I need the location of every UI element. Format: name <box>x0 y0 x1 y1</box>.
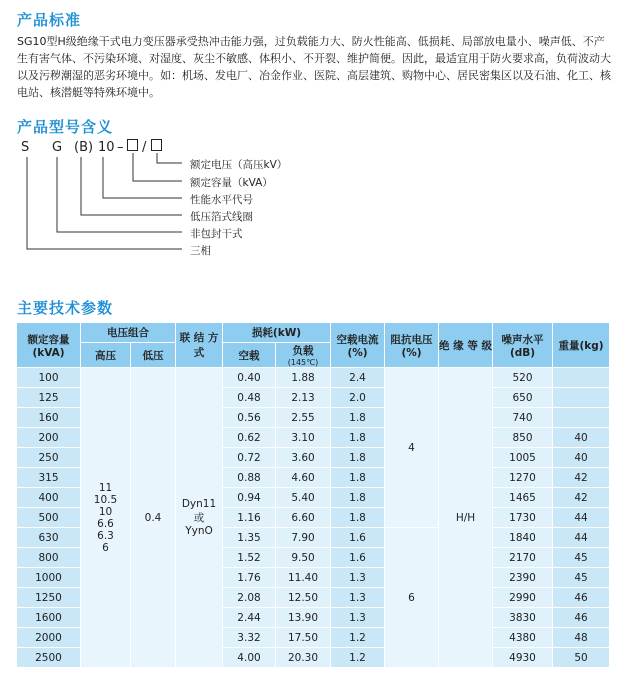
cell-noload-current: 2.4 <box>331 368 385 388</box>
code-b: (B) <box>74 140 94 155</box>
cell-noise: 4380 <box>493 628 553 648</box>
label-foil-coil: 低压箔式线圈 <box>190 211 253 223</box>
cell-weight: 45 <box>553 568 610 588</box>
code-g: G <box>52 140 63 155</box>
cell-noload-current: 1.2 <box>331 628 385 648</box>
hv-value: 11 <box>98 481 113 494</box>
cell-noload-loss: 0.88 <box>223 468 276 488</box>
cell-load-loss: 2.55 <box>276 408 331 428</box>
cell-noload-loss: 2.44 <box>223 608 276 628</box>
cell-noload-loss: 0.94 <box>223 488 276 508</box>
label-non-encapsulated: 非包封干式 <box>190 228 243 240</box>
cell-load-loss: 9.50 <box>276 548 331 568</box>
cell-noload-current: 1.6 <box>331 528 385 548</box>
cell-load-loss: 7.90 <box>276 528 331 548</box>
cell-weight: 46 <box>553 608 610 628</box>
cell-weight: 40 <box>553 428 610 448</box>
header-lv: 低压 <box>131 343 176 368</box>
label-rated-capacity: 额定容量（kVA） <box>190 177 273 189</box>
connection-value: YynO <box>185 525 213 537</box>
cell-weight <box>553 368 610 388</box>
cell-weight: 45 <box>553 548 610 568</box>
cell-load-loss: 1.88 <box>276 368 331 388</box>
cell-noload-loss: 3.32 <box>223 628 276 648</box>
cell-weight <box>553 408 610 428</box>
standard-paragraph: SG10型H级绝缘干式电力变压器承受热冲击能力强，过负载能力大、防火性能高、低损耗、局部放电量小、噪声低、不产生有害气体、不污染环境、对湿度、灰尘不敏感、体积小、不开裂、维护简便。因此，最适宜用于防火要求高，负荷波动大以及污秽潮湿的恶劣环境中。如：机场、发电厂、冶金作业、医院、高层建筑、购物中心、居民密集区以及石油、化工、核电站、核潜艇等特殊环境中。 <box>17 35 611 99</box>
cell-weight: 42 <box>553 468 610 488</box>
cell-capacity: 2500 <box>17 648 81 668</box>
cell-load-loss: 4.60 <box>276 468 331 488</box>
cell-noise: 740 <box>493 408 553 428</box>
cell-noload-loss: 0.72 <box>223 448 276 468</box>
cell-noload-current: 1.3 <box>331 608 385 628</box>
cell-capacity: 1000 <box>17 568 81 588</box>
cell-noise: 650 <box>493 388 553 408</box>
cell-noload-current: 1.3 <box>331 568 385 588</box>
cell-noise: 850 <box>493 428 553 448</box>
header-noload-loss: 空载 <box>223 343 276 368</box>
cell-noload-current: 1.6 <box>331 548 385 568</box>
cell-capacity: 125 <box>17 388 81 408</box>
header-noload-current: 空载电流 (%) <box>331 323 385 368</box>
cell-weight: 48 <box>553 628 610 648</box>
cell-impedance-a: 4 <box>385 368 439 528</box>
cell-noise: 1465 <box>493 488 553 508</box>
cell-load-loss: 20.30 <box>276 648 331 668</box>
cell-noise: 2170 <box>493 548 553 568</box>
header-loss: 损耗(kW) <box>223 323 331 343</box>
cell-noload-current: 1.8 <box>331 428 385 448</box>
cell-noise: 4930 <box>493 648 553 668</box>
cell-lv-merged: 0.4 <box>131 368 176 668</box>
cell-weight: 46 <box>553 588 610 608</box>
hv-value: 6.6 <box>97 517 114 530</box>
cell-connection-merged <box>176 368 223 668</box>
code-10: 10 <box>98 140 115 155</box>
cell-weight: 44 <box>553 528 610 548</box>
cell-load-loss: 6.60 <box>276 508 331 528</box>
cell-noise: 3830 <box>493 608 553 628</box>
cell-noise: 1840 <box>493 528 553 548</box>
cell-capacity: 1600 <box>17 608 81 628</box>
cell-noload-loss: 0.56 <box>223 408 276 428</box>
label-rated-voltage: 额定电压（高压kV） <box>190 159 288 171</box>
header-weight: 重量(kg) <box>553 323 610 368</box>
cell-impedance-b: 6 <box>385 528 439 668</box>
section-title-standard: 产品标准 <box>17 11 82 29</box>
cell-noise: 2990 <box>493 588 553 608</box>
cell-capacity: 2000 <box>17 628 81 648</box>
cell-capacity: 315 <box>17 468 81 488</box>
cell-capacity: 800 <box>17 548 81 568</box>
cell-noload-loss: 1.76 <box>223 568 276 588</box>
cell-noload-current: 2.0 <box>331 388 385 408</box>
cell-noise: 520 <box>493 368 553 388</box>
cell-weight: 40 <box>553 448 610 468</box>
hv-value: 6.3 <box>97 529 114 542</box>
section-title-model: 产品型号含义 <box>17 118 114 136</box>
cell-noise: 1270 <box>493 468 553 488</box>
label-performance-code: 性能水平代号 <box>190 194 253 206</box>
cell-noload-current: 1.8 <box>331 488 385 508</box>
cell-weight <box>553 388 610 408</box>
cell-noload-loss: 0.62 <box>223 428 276 448</box>
code-slash: / <box>142 140 147 155</box>
hv-value: 10 <box>98 505 113 518</box>
connection-value: 或 <box>193 512 205 524</box>
cell-hv-merged <box>81 368 131 668</box>
cell-noload-loss: 1.52 <box>223 548 276 568</box>
cell-noload-current: 1.2 <box>331 648 385 668</box>
cell-noload-loss: 1.35 <box>223 528 276 548</box>
cell-weight: 44 <box>553 508 610 528</box>
cell-capacity: 630 <box>17 528 81 548</box>
header-load-loss <box>276 343 331 368</box>
header-capacity: 额定容量 (kVA) <box>17 323 81 368</box>
cell-noise: 1730 <box>493 508 553 528</box>
code-dash: – <box>117 140 124 155</box>
cell-load-loss: 12.50 <box>276 588 331 608</box>
cell-load-loss: 13.90 <box>276 608 331 628</box>
cell-capacity: 160 <box>17 408 81 428</box>
cell-noload-loss: 0.48 <box>223 388 276 408</box>
cell-insulation-merged: H/H <box>439 368 493 668</box>
cell-load-loss: 17.50 <box>276 628 331 648</box>
hv-value: 10.5 <box>93 493 118 506</box>
cell-noload-loss: 2.08 <box>223 588 276 608</box>
cell-noise: 1005 <box>493 448 553 468</box>
header-hv: 高压 <box>81 343 131 368</box>
section-title-params: 主要技术参数 <box>17 299 114 317</box>
cell-capacity: 400 <box>17 488 81 508</box>
header-insulation: 绝 缘 等 级 <box>439 323 493 368</box>
spec-table <box>16 322 610 668</box>
cell-noload-loss: 4.00 <box>223 648 276 668</box>
leader-lines <box>0 0 620 290</box>
cell-capacity: 500 <box>17 508 81 528</box>
cell-noload-loss: 1.16 <box>223 508 276 528</box>
cell-noload-current: 1.8 <box>331 508 385 528</box>
cell-load-loss: 3.10 <box>276 428 331 448</box>
cell-load-loss: 11.40 <box>276 568 331 588</box>
cell-noise: 2390 <box>493 568 553 588</box>
hv-value: 6 <box>102 541 109 554</box>
header-connection: 联 结 方 式 <box>176 323 223 368</box>
cell-weight: 42 <box>553 488 610 508</box>
cell-noload-current: 1.8 <box>331 468 385 488</box>
table-row <box>17 368 610 388</box>
header-impedance: 阻抗电压 (%) <box>385 323 439 368</box>
label-three-phase: 三相 <box>190 245 211 257</box>
cell-noload-loss: 0.40 <box>223 368 276 388</box>
header-voltage: 电压组合 <box>81 323 176 343</box>
cell-capacity: 250 <box>17 448 81 468</box>
cell-noload-current: 1.8 <box>331 448 385 468</box>
cell-noload-current: 1.3 <box>331 588 385 608</box>
header-load-temp: (145℃) <box>287 358 319 367</box>
header-load-label: 负载 <box>292 345 314 357</box>
code-s: S <box>21 140 30 155</box>
cell-noload-current: 1.8 <box>331 408 385 428</box>
cell-weight: 50 <box>553 648 610 668</box>
connection-value: Dyn11 <box>181 498 217 510</box>
header-noise: 噪声水平 (dB) <box>493 323 553 368</box>
cell-load-loss: 5.40 <box>276 488 331 508</box>
cell-load-loss: 2.13 <box>276 388 331 408</box>
cell-capacity: 100 <box>17 368 81 388</box>
cell-load-loss: 3.60 <box>276 448 331 468</box>
cell-capacity: 200 <box>17 428 81 448</box>
cell-capacity: 1250 <box>17 588 81 608</box>
